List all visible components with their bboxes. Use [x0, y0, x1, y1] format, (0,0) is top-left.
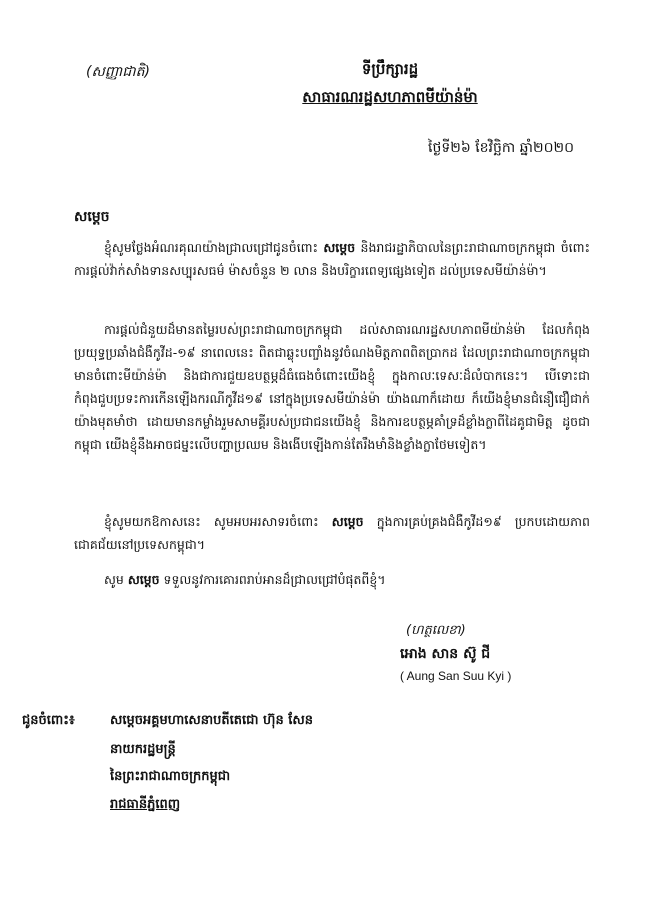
- paragraph-4-bold: សម្ដេច: [127, 572, 160, 587]
- recipient-line-2: នាយករដ្ឋមន្ត្រី: [110, 742, 176, 757]
- paragraph-1: [74, 236, 590, 282]
- country-title: [0, 88, 650, 110]
- paragraph-3-text-b: ក្នុងការគ្រប់គ្រងជំងឺកូវីដ១៩ ប្រកបដោយភាពជោគជ័យនៅប្រទេសកម្ពុជា។: [74, 514, 590, 552]
- country-title-text: សាធារណរដ្ឋសហភាពមីយ៉ាន់ម៉ា: [302, 88, 478, 106]
- paragraph-1-bold: សម្ដេច: [323, 240, 356, 255]
- paragraph-3-text-a: ខ្ញុំសូមយកឱកាសនេះ សូមអបអរសាទរចំពោះ: [104, 514, 332, 529]
- recipient-prefix: ជូនចំពោះ៖: [22, 713, 75, 728]
- paragraph-1-text-b: និងរាជរដ្ឋាភិបាលនៃព្រះរាជាណាចក្រកម្ពុជា ចំពោះការផ្ដល់វ៉ាក់សាំងទានសប្បុរសធម៌ ម៉ាសចំនួន ២ លាន និងបរិក្ខារពេទ្យផ្សេងទៀត ដល់ប្រទេសមីយ៉ាន់ម៉ា។: [74, 240, 590, 278]
- paragraph-2: [74, 318, 590, 456]
- office-title-text: ទីប្រឹក្សារដ្ឋ: [361, 60, 419, 78]
- office-title: [0, 60, 650, 82]
- paragraph-3: [74, 510, 590, 556]
- paragraph-2-text: ការផ្ដល់ជំនួយដ៏មានតម្លៃរបស់ព្រះរាជាណាចក្រកម្ពុជា ដល់សាធារណរដ្ឋសហភាពមីយ៉ាន់ម៉ា ដែលកំពុងប្រយុទ្ធប្រឆាំងជំងឺកូវីដ-១៩ នាពេលនេះ ពិតជាឆ្លុះបញ្ចាំងនូវចំណងមិត្តភាពពិតប្រាកដ ដែលព្រះរាជាណាចក្រកម្ពុជាមានចំពោះមីយ៉ាន់ម៉ា និងជាការជួយឧបត្ថម្ភដ៏ធំធេងចំពោះយើងខ្ញុំ ក្នុងកាលៈទេសៈដ៏លំបាកនេះ។ បើទោះជាកំពុងជួបប្រទះការកើនឡើងករណីកូវីដ១៩ នៅក្នុងប្រទេសមីយ៉ាន់ម៉ា យ៉ាងណាក៏ដោយ ក៏យើងខ្ញុំមានជំនឿជឿជាក់យ៉ាងមុតមាំថា ដោយមានកម្លាំងរួមសាមគ្គីរបស់ប្រជាជនយើងខ្ញុំ និងការឧបត្ថម្ភគាំទ្រដ៏ខ្លាំងក្លាពីដៃគូជាមិត្ត ដូចជា កម្ពុជា យើងខ្ញុំនឹងអាចជម្នះលើបញ្ហាប្រឈម និងងើបឡើងកាន់តែរឹងមាំនិងខ្លាំងក្លាថែមទៀត។: [74, 322, 590, 452]
- salutation: សម្ដេច: [74, 209, 110, 225]
- signatory-name-latin: ( Aung San Suu Kyi ): [400, 669, 512, 683]
- paragraph-4-text-a: សូម: [104, 572, 128, 587]
- national-seal-label: (សញ្ញាជាតិ): [86, 64, 150, 80]
- paragraph-3-bold: សម្ដេច: [331, 514, 364, 529]
- signatory-name-khmer: អោង សាន ស៊ូ ជី: [400, 646, 491, 662]
- signature-label: (ហត្ថលេខា): [406, 623, 466, 638]
- letter-date: ថ្ងៃទី២៦ ខែវិច្ឆិកា ឆ្នាំ២០២០: [428, 140, 574, 156]
- paragraph-4: [74, 568, 590, 591]
- recipient-line-3: នៃព្រះរាជាណាចក្រកម្ពុជា: [110, 769, 231, 784]
- paragraph-4-text-b: ទទួលនូវការគោរពរាប់អានដ៏ជ្រាលជ្រៅបំផុតពីខ្ញុំ។: [159, 572, 386, 587]
- recipient-line-4: រាជធានីភ្នំពេញ: [110, 797, 181, 812]
- recipient-line-1: សម្ដេចអគ្គមហាសេនាបតីតេជោ ហ៊ុន សែន: [110, 713, 313, 728]
- paragraph-1-text-a: ខ្ញុំសូមថ្លែងអំណរគុណយ៉ាងជ្រាលជ្រៅជូនចំពោះ: [104, 240, 324, 255]
